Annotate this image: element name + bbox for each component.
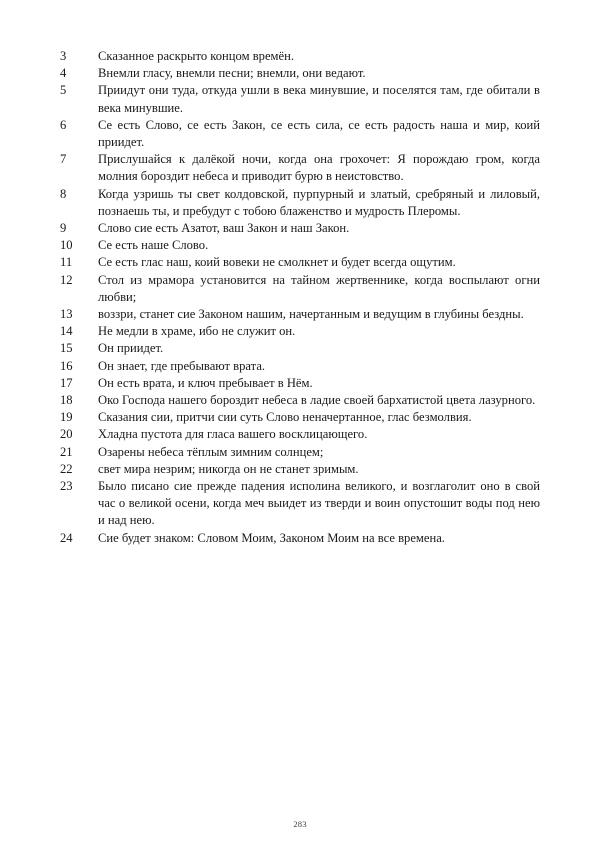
verse-row [60, 48, 540, 65]
verse-row [60, 375, 540, 392]
verse-row [60, 220, 540, 237]
verse-row [60, 254, 540, 271]
verse-text: Он есть врата, и ключ пребывает в Нём. [98, 375, 313, 390]
verse-row [60, 340, 540, 357]
verse-number: 24 [60, 530, 73, 545]
verse-number: 13 [60, 307, 73, 322]
verse-number: 18 [60, 393, 73, 408]
verse-text: Внемли гласу, внемли песни; внемли, они ведают. [98, 66, 366, 81]
verse-text: Он приидет. [98, 341, 164, 356]
verse-text: Приидут они туда, откуда ушли в века минувшие, и поселятся там, где обитали в века минувшие. [98, 83, 540, 115]
verse-text: Было писано сие прежде падения исполина великого, и возглаголит оно в свой час о великой осени, когда меч выидет из тверди и воин опустошит воды под нею и над нею. [98, 479, 540, 528]
verse-row [60, 272, 540, 306]
verse-text: Сказанное раскрыто концом времён. [98, 49, 294, 63]
verse-number: 20 [60, 427, 73, 442]
verse-row [60, 186, 540, 220]
verse-text: Се есть Слово, се есть Закон, се есть сила, се есть радость наша и мир, коий приидет. [98, 117, 540, 150]
verse-row [60, 117, 540, 151]
verse-row [60, 82, 540, 116]
verse-number: 8 [60, 186, 67, 201]
verse-text: Се есть глас наш, коий вовеки не смолкнет и будет всегда ощутим. [98, 255, 456, 270]
verse-row [60, 426, 540, 443]
verse-number: 14 [60, 324, 73, 339]
verse-number: 17 [60, 375, 73, 390]
verse-row [60, 530, 540, 547]
verse-text: Прислушайся к далёкой ночи, когда она грохочет: Я порождаю гром, когда молния бороздит небеса и приводит бурю в неистовство. [98, 152, 540, 184]
verse-row [60, 151, 540, 185]
verse-number: 5 [60, 83, 67, 98]
verse-number: 19 [60, 410, 73, 425]
verse-row [60, 478, 540, 530]
verse-row [60, 409, 540, 426]
verse-text: Сказания сии, притчи сии суть Слово неначертанное, глас безмолвия. [98, 410, 472, 425]
verse-number: 6 [60, 117, 67, 132]
verse-number: 11 [60, 255, 73, 270]
verse-text: Око Господа нашего бороздит небеса в ладие своей бархатистой цвета лазурного. [98, 393, 536, 408]
verse-row [60, 461, 540, 478]
verse-row [60, 358, 540, 375]
verse-text: свет мира незрим; никогда он не станет зримым. [98, 461, 359, 476]
verse-text: Сие будет знаком: Словом Моим, Законом Моим на все времена. [98, 530, 445, 545]
verse-row [60, 392, 540, 409]
verse-number: 4 [60, 66, 67, 81]
verse-text: Он знает, где пребывают врата. [98, 358, 266, 373]
verse-row [60, 65, 540, 82]
page-number: 283 [293, 819, 307, 829]
verse-number: 22 [60, 461, 73, 476]
verse-text: Не медли в храме, ибо не служит он. [98, 324, 296, 339]
verse-text: Слово сие есть Азатот, ваш Закон и наш Закон. [98, 221, 350, 236]
verse-text: Се есть наше Слово. [98, 238, 209, 253]
verse-row [60, 237, 540, 254]
verse-number: 12 [60, 272, 73, 287]
verse-text: Хладна пустота для гласа вашего восклицающего. [98, 427, 368, 442]
verse-number: 3 [60, 49, 67, 63]
verse-number: 7 [60, 152, 67, 167]
verse-number: 15 [60, 341, 73, 356]
verse-number: 23 [60, 479, 73, 494]
verse-text: Стол из мрамора установится на тайном жертвеннике, когда воспылают огни любви; [98, 272, 540, 304]
verse-number: 16 [60, 358, 73, 373]
verse-text: Когда узришь ты свет колдовской, пурпурный и златый, сребряный и лиловый, познаешь ты, и пребудут с тобою блаженство и мудрость Плеромы. [98, 186, 540, 218]
verse-row [60, 444, 540, 461]
verse-text: Озарены небеса тёплым зимним солнцем; [98, 444, 324, 459]
verse-row [60, 306, 540, 323]
verse-number: 9 [60, 221, 67, 236]
verse-list [60, 48, 540, 547]
verse-row [60, 323, 540, 340]
verse-text: воззри, станет сие Законом нашим, начертанным и ведущим в глубины бездны. [98, 307, 524, 322]
verse-number: 21 [60, 444, 73, 459]
verse-number: 10 [60, 238, 73, 253]
